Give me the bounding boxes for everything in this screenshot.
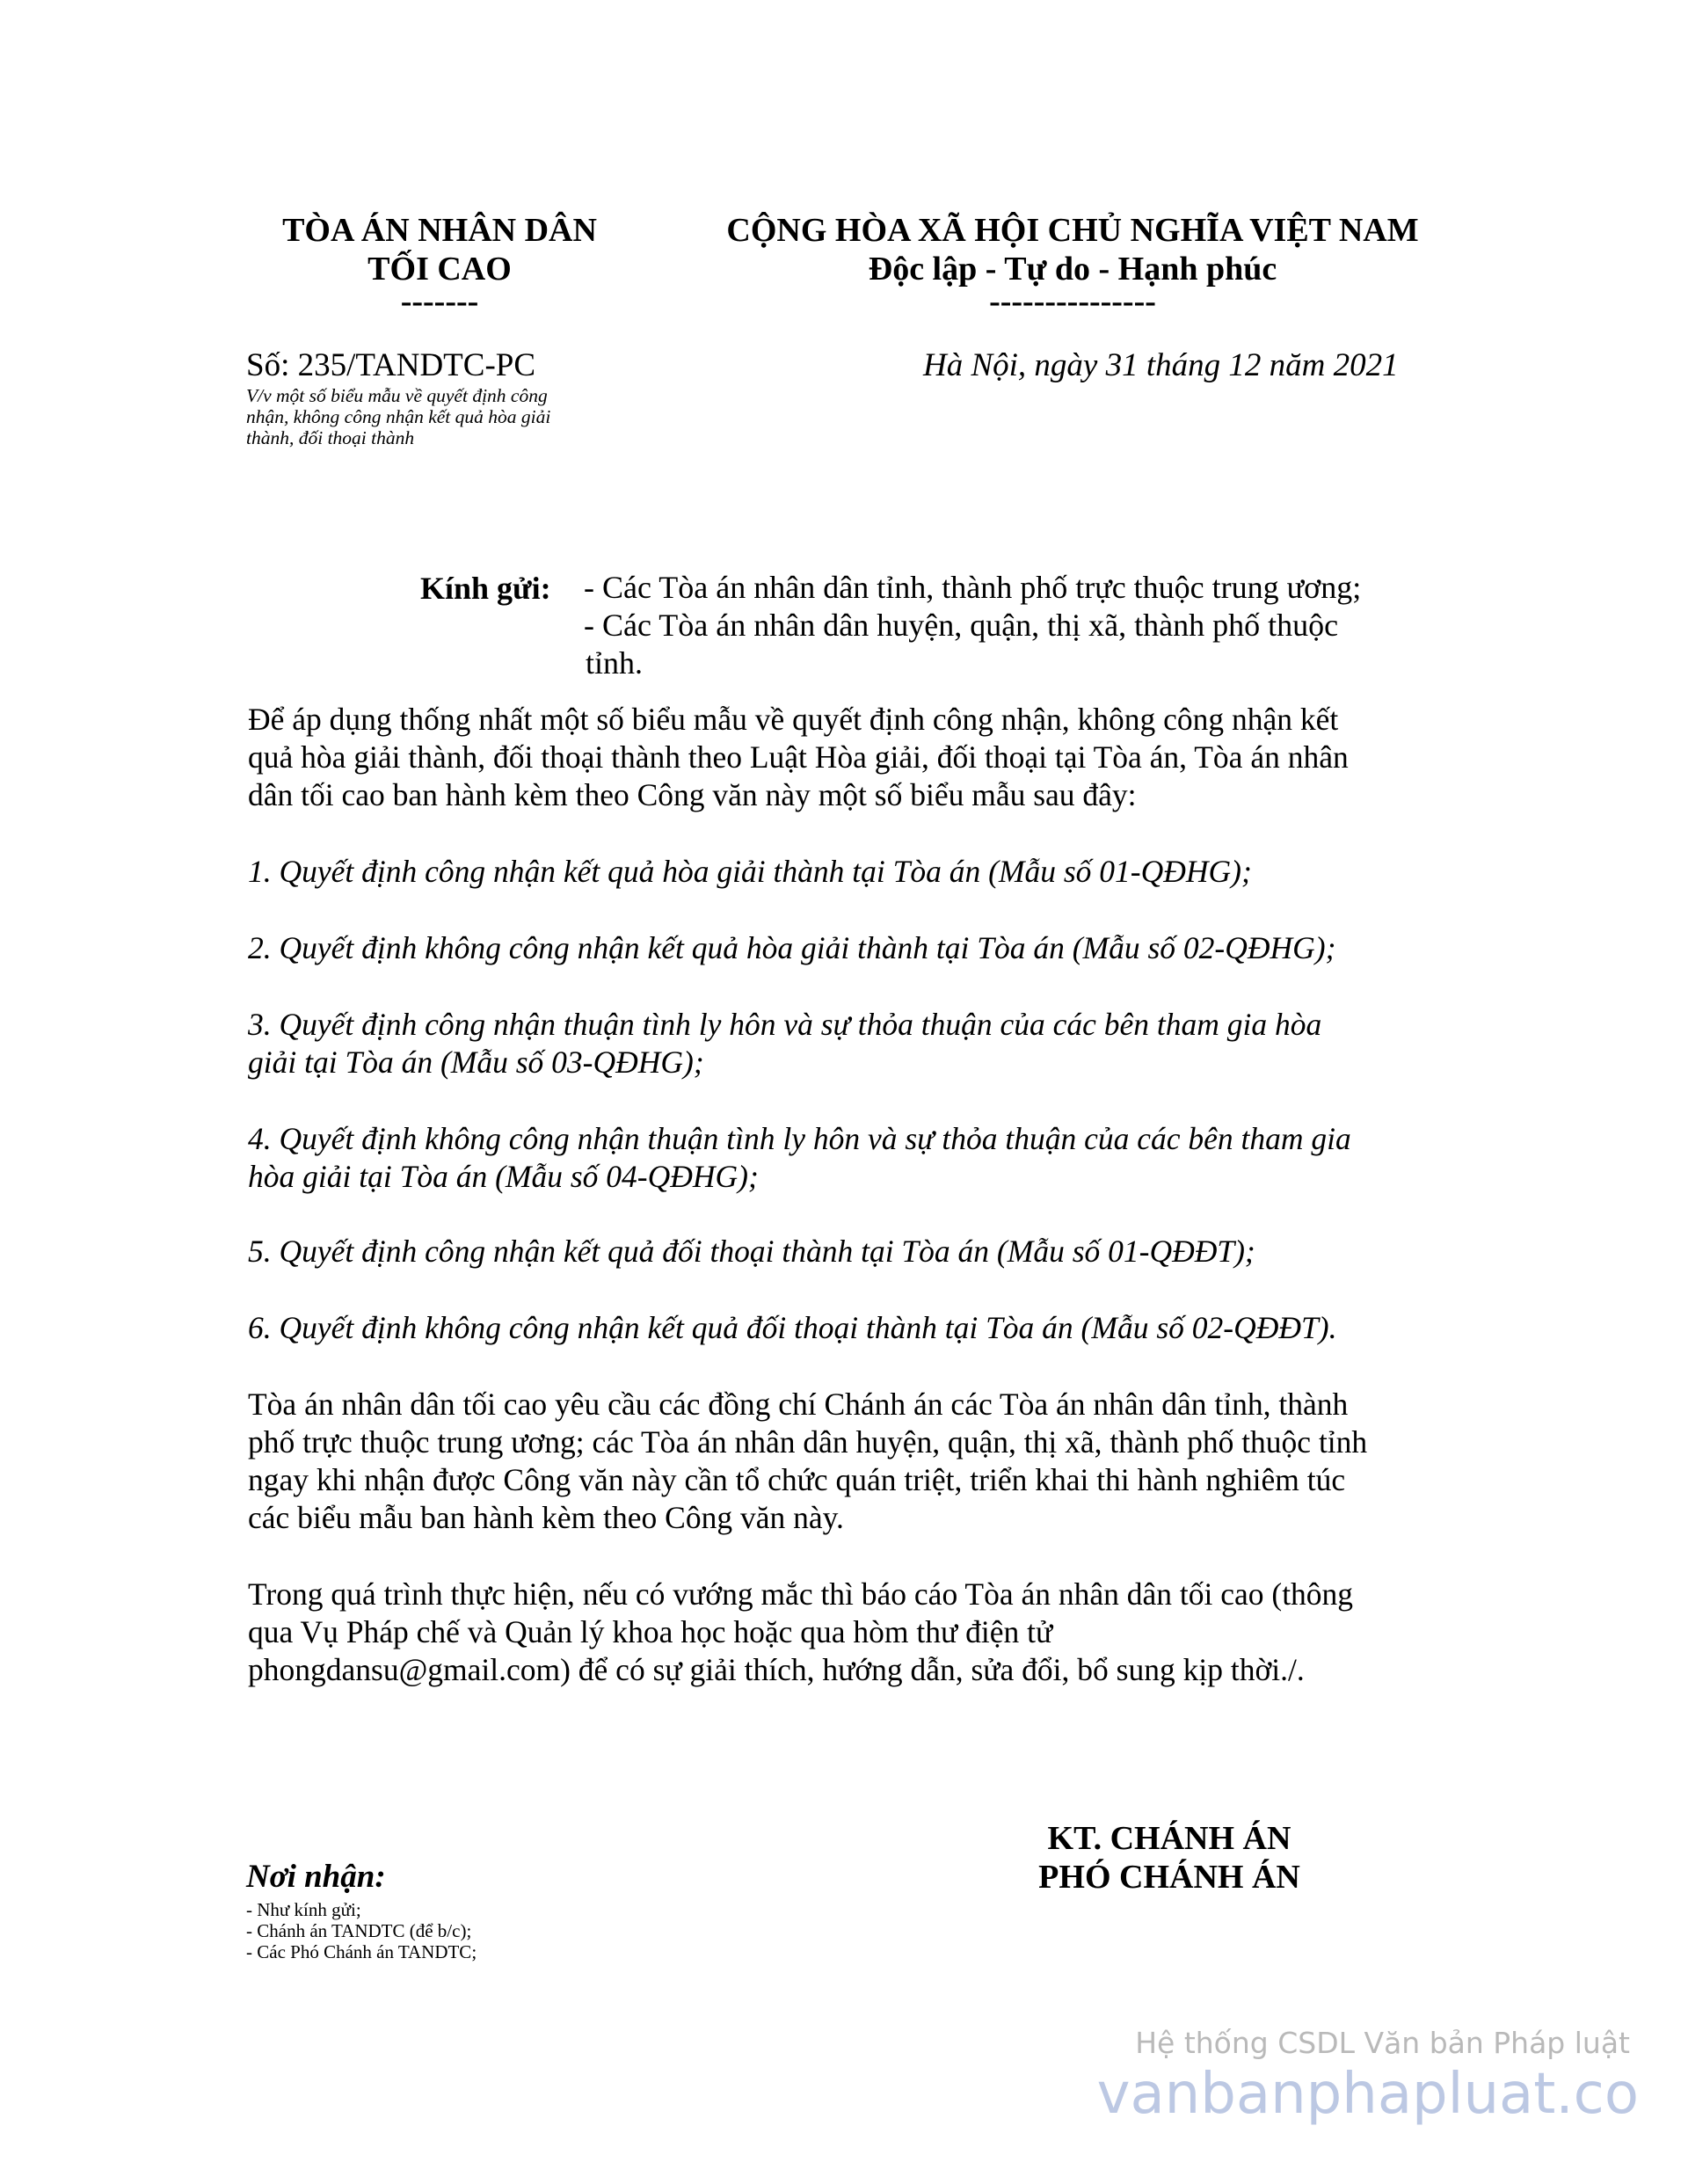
national-title: [633, 211, 1512, 320]
country-name: CỘNG HÒA XÃ HỘI CHỦ NGHĨA VIỆT NAM: [726, 212, 1419, 249]
paragraph-line: quả hòa giải thành, đối thoại thành theo Luật Hòa giải, đối thoại tại Tòa án, Tòa án nhân: [248, 739, 1349, 775]
request-paragraph: [248, 1386, 1532, 1537]
greeting-recipient: - Các Tòa án nhân dân huyện, quận, thị xã, thành phố thuộc: [584, 608, 1339, 643]
paragraph-line: dân tối cao ban hành kèm theo Công văn này một số biểu mẫu sau đây:: [248, 777, 1137, 812]
list-item-line: giải tại Tòa án (Mẫu số 03-QĐHG);: [248, 1045, 704, 1080]
recipient-item: - Các Phó Chánh án TANDTC;: [246, 1941, 477, 1962]
greeting-recipients: [584, 569, 1428, 682]
authority-name-line1: TÒA ÁN NHÂN DÂN: [282, 212, 597, 249]
form-list-item: [248, 1006, 1532, 1081]
issuing-authority: [220, 211, 659, 320]
recipients-block: [246, 1858, 477, 1962]
greeting-recipient: - Các Tòa án nhân dân tỉnh, thành phố trực thuộc trung ương;: [584, 570, 1362, 605]
motto-divider: ---------------: [989, 283, 1156, 320]
paragraph-line: các biểu mẫu ban hành kèm theo Công văn này.: [248, 1500, 844, 1535]
signature-title: KT. CHÁNH ÁN: [1047, 1820, 1291, 1857]
issue-date: Hà Nội, ngày 31 tháng 12 năm 2021: [923, 347, 1399, 383]
watermark-site: vanbanphapluat.co: [1096, 2062, 1639, 2127]
authority-divider: -------: [400, 283, 479, 320]
paragraph-line: Để áp dụng thống nhất một số biểu mẫu về quyết định công nhận, không công nhận kết: [248, 702, 1339, 737]
list-item-line: 6. Quyết định không công nhận kết quả đối thoại thành tại Tòa án (Mẫu số 02-QĐĐT).: [248, 1310, 1337, 1345]
signature-position: PHÓ CHÁNH ÁN: [1038, 1859, 1300, 1896]
form-list-item: [248, 929, 1532, 967]
paragraph-line: phố trực thuộc trung ương; các Tòa án nhân dân huyện, quận, thị xã, thành phố thuộc tỉnh: [248, 1424, 1368, 1460]
subject-line: nhận, không công nhận kết quả hòa giải: [246, 406, 551, 427]
paragraph-line: ngay khi nhận được Công văn này cần tổ chức quán triệt, triển khai thi hành nghiêm túc: [248, 1462, 1346, 1497]
list-item-line: 4. Quyết định không công nhận thuận tình ly hôn và sự thỏa thuận của các bên tham gia: [248, 1121, 1351, 1156]
subject-line: thành, đối thoại thành: [246, 427, 415, 448]
recipients-title: Nơi nhận:: [246, 1859, 386, 1895]
national-motto: Độc lập - Tự do - Hạnh phúc: [868, 251, 1277, 288]
list-item-line: 1. Quyết định công nhận kết quả hòa giải thành tại Tòa án (Mẫu số 01-QĐHG);: [248, 854, 1252, 889]
authority-name-line2: TỐI CAO: [367, 251, 512, 288]
watermark-caption: Hệ thống CSDL Văn bản Pháp luật: [1135, 2026, 1630, 2060]
form-list-item: [248, 1309, 1532, 1347]
recipient-item: - Như kính gửi;: [246, 1899, 361, 1920]
document-subject: [246, 385, 651, 448]
paragraph-line: qua Vụ Pháp chế và Quản lý khoa học hoặc qua hòm thư điện tử: [248, 1614, 1053, 1649]
paragraph-line: phongdansu@gmail.com) để có sự giải thích, hướng dẫn, sửa đổi, bổ sung kịp thời./.: [248, 1652, 1305, 1687]
recipient-item: - Chánh án TANDTC (để b/c);: [246, 1920, 472, 1941]
form-list-item: [248, 853, 1532, 891]
list-item-line: 3. Quyết định công nhận thuận tình ly hôn và sự thỏa thuận của các bên tham gia hòa: [248, 1007, 1322, 1042]
list-item-line: 2. Quyết định không công nhận kết quả hòa giải thành tại Tòa án (Mẫu số 02-QĐHG);: [248, 930, 1336, 965]
signature-block: [950, 1819, 1389, 1896]
paragraph-line: Tòa án nhân dân tối cao yêu cầu các đồng chí Chánh án các Tòa án nhân dân tỉnh, thành: [248, 1387, 1349, 1422]
form-list-item: [248, 1233, 1532, 1270]
document-number: Số: 235/TANDTC-PC: [246, 347, 536, 383]
greeting-recipient-cont: tỉnh.: [586, 645, 644, 681]
intro-paragraph: [248, 701, 1532, 814]
subject-line: V/v một số biểu mẫu về quyết định công: [246, 385, 548, 406]
list-item-line: 5. Quyết định công nhận kết quả đối thoại thành tại Tòa án (Mẫu số 01-QĐĐT);: [248, 1234, 1255, 1269]
closing-paragraph: [248, 1576, 1532, 1689]
greeting-label: Kính gửi:: [420, 571, 551, 606]
form-list-item: [248, 1120, 1532, 1196]
list-item-line: hòa giải tại Tòa án (Mẫu số 04-QĐHG);: [248, 1159, 759, 1194]
paragraph-line: Trong quá trình thực hiện, nếu có vướng mắc thì báo cáo Tòa án nhân dân tối cao (thông: [248, 1576, 1354, 1612]
